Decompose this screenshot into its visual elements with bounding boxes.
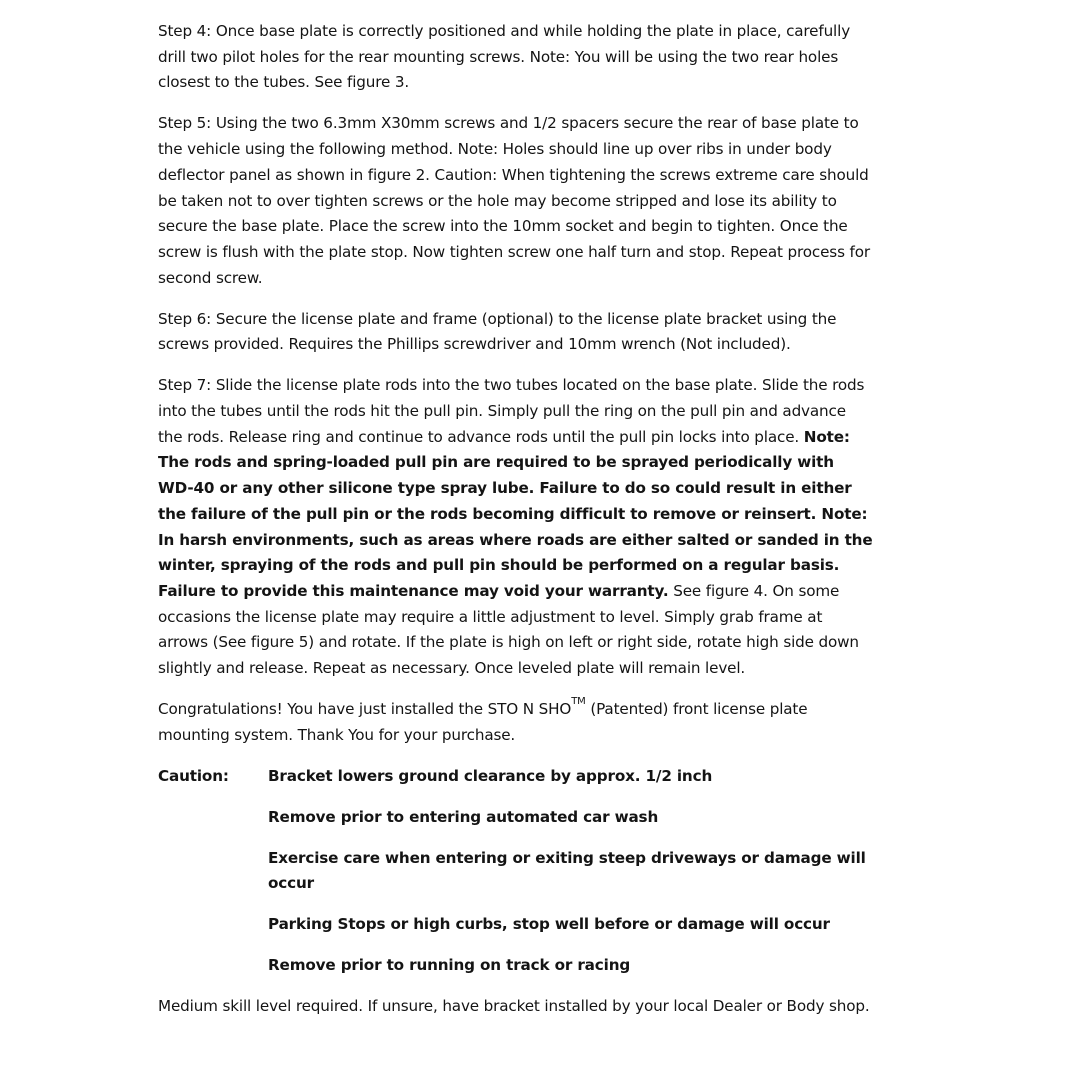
caution-item bbox=[158, 846, 874, 897]
step-4-paragraph: Step 4: Once base plate is correctly positioned and while holding the plate in place, carefully drill two pilot holes for the rear mounting screws. Note: You will be using the two rear holes closest to the tubes. See figure 3. bbox=[158, 22, 851, 92]
caution-item bbox=[158, 912, 874, 938]
step-5-paragraph: Step 5: Using the two 6.3mm X30mm screws and 1/2 spacers secure the rear of base plate to the vehicle using the following method. Note: Holes should line up over ribs in under body deflector panel as shown in figure 2. Caution: When tightening the screws extreme care should be taken not to over tighten screws or the hole may become stripped and lose its ability to secure the base plate. Place the screw into the 10mm socket and begin to tighten. Once the screw is flush with the plate stop. Now tighten screw one half turn and stop. Repeat process for second screw. bbox=[158, 114, 870, 287]
step-7-bold-note: Note: The rods and spring-loaded pull pin are required to be sprayed periodically with WD-40 or any other silicone type spray lube. Failure to do so could result in either the failure of the pull pin or the rods becoming difficult to remove or reinsert. Note: In harsh environments, such as areas where roads are either salted or sanded in the winter, spraying of the rods and pull pin should be performed on a regular basis. Failure to provide this maintenance may void your warranty. bbox=[158, 427, 873, 600]
caution-item bbox=[158, 953, 874, 979]
skill-level-note: Medium skill level required. If unsure, have bracket installed by your local Dealer or Body shop. bbox=[158, 997, 870, 1016]
congratulations-paragraph bbox=[158, 697, 874, 748]
caution-item-text: Exercise care when entering or exiting steep driveways or damage will occur bbox=[268, 848, 866, 893]
step-6-paragraph: Step 6: Secure the license plate and frame (optional) to the license plate bracket using the screws provided. Requires the Phillips screwdriver and 10mm wrench (Not included). bbox=[158, 309, 837, 354]
step-7-paragraph bbox=[158, 373, 874, 681]
caution-item bbox=[158, 805, 874, 831]
caution-item-text: Bracket lowers ground clearance by approx. 1/2 inch bbox=[268, 766, 713, 785]
step-7-intro: Step 7: Slide the license plate rods into the two tubes located on the base plate. Slide the rods into the tubes until the rods hit the pull pin. Simply pull the ring on the pull pin and advance the rods. Release ring and continue to advance rods until the pull pin locks into place. bbox=[158, 376, 865, 446]
caution-label: Caution: bbox=[158, 766, 229, 785]
document-page bbox=[158, 19, 874, 1035]
caution-item-text: Remove prior to running on track or racing bbox=[268, 956, 631, 975]
congrats-before: Congratulations! You have just installed the STO N SHO bbox=[158, 700, 572, 719]
caution-item bbox=[158, 764, 874, 790]
congrats-after: (Patented) front license plate mounting system. Thank You for your purchase. bbox=[158, 700, 808, 744]
trademark-superscript: TM bbox=[571, 696, 586, 708]
caution-item-text: Parking Stops or high curbs, stop well before or damage will occur bbox=[268, 915, 830, 934]
caution-item-text: Remove prior to entering automated car wash bbox=[268, 807, 659, 826]
caution-list bbox=[158, 764, 874, 979]
step-7-outro: See figure 4. On some occasions the license plate may require a little adjustment to level. Simply grab frame at arrows (See figure 5) and rotate. If the plate is high on left or right side, rotate high side down slightly and release. Repeat as necessary. Once leveled plate will remain level. bbox=[158, 581, 859, 678]
